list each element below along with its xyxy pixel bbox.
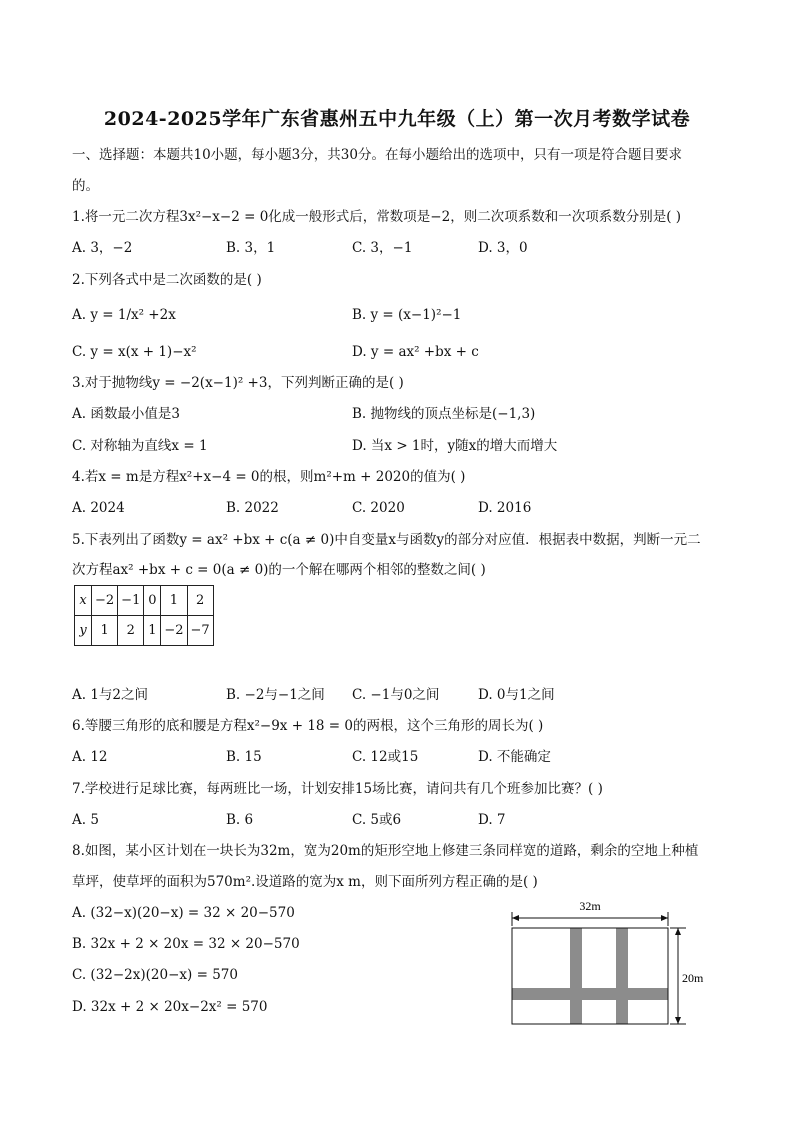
table-cell: 2: [118, 616, 144, 646]
question-4-option-a: A. 2024: [72, 500, 125, 516]
question-6-option-b: B. 15: [226, 749, 262, 765]
table-row-y: [75, 616, 214, 646]
question-7-option-c: C. 5或6: [352, 812, 402, 828]
question-1-stem: 1.将一元二次方程3x²−x−2 = 0化成一般形式后，常数项是−2，则二次项系数和一次项系数分别是( ): [72, 209, 682, 225]
question-2-option-d: D. y = ax² +bx + c: [352, 344, 479, 360]
question-7-stem: 7.学校进行足球比赛，每两班比一场，计划安排15场比赛，请问共有几个班参加比赛？( ): [72, 781, 603, 797]
table-cell: 1: [92, 616, 118, 646]
question-1-option-a: A. 3，−2: [72, 240, 133, 256]
table-cell: 0: [144, 586, 161, 616]
question-5-stem-cont: 次方程ax² +bx + c = 0(a ≠ 0)的一个解在哪两个相邻的整数之间( ): [72, 562, 486, 578]
question-7-option-a: A. 5: [72, 812, 99, 828]
table-cell: 1: [161, 586, 187, 616]
table-cell: 1: [144, 616, 161, 646]
table-cell: x: [75, 586, 92, 616]
table-cell: −1: [118, 586, 144, 616]
vertical-road-1: [570, 928, 582, 1024]
table-cell: y: [75, 616, 92, 646]
width-label: 32m: [579, 899, 601, 913]
question-4-option-d: D. 2016: [478, 500, 532, 516]
question-8-stem-cont: 草坪，使草坪的面积为570m².设道路的宽为x m，则下面所列方程正确的是( ): [72, 874, 538, 890]
page-title: 2024-2025学年广东省惠州五中九年级（上）第一次月考数学试卷: [103, 108, 691, 130]
question-6-option-c: C. 12或15: [352, 749, 419, 765]
question-6-option-d: D. 不能确定: [478, 749, 551, 765]
question-5-option-a: A. 1与2之间: [72, 687, 149, 703]
table-cell: −7: [187, 616, 213, 646]
road-diagram: [502, 896, 722, 1030]
arrow-down-icon: [675, 1017, 681, 1024]
field-rectangle: [512, 928, 668, 1024]
horizontal-road: [512, 988, 668, 1000]
question-5-stem: 5.下表列出了函数y = ax² +bx + c(a ≠ 0)中自变量x与函数y的部分对应值．根据表中数据，判断一元二: [72, 532, 701, 548]
arrow-left-icon: [512, 915, 519, 921]
question-1-option-d: D. 3，0: [478, 240, 528, 256]
question-4-stem: 4.若x = m是方程x²+x−4 = 0的根，则m²+m + 2020的值为( ): [72, 469, 466, 485]
question-7-option-d: D. 7: [478, 812, 506, 828]
question-3-option-c: C. 对称轴为直线x = 1: [72, 438, 208, 454]
table-cell: −2: [92, 586, 118, 616]
question-2-option-a: A. y = 1/x² +2x: [72, 307, 176, 323]
height-label: 20m: [682, 971, 704, 985]
question-8-option-a: A. (32−x)(20−x) = 32 × 20−570: [72, 905, 295, 921]
table-row-x: [75, 586, 214, 616]
question-2-stem: 2.下列各式中是二次函数的是( ): [72, 272, 262, 288]
question-3-option-b: B. 抛物线的顶点坐标是(−1,3): [352, 406, 536, 422]
section-heading-cont: 的。: [72, 178, 99, 194]
question-8-option-d: D. 32x + 2 × 20x−2x² = 570: [72, 999, 268, 1015]
question-3-option-d: D. 当x > 1时，y随x的增大而增大: [352, 438, 558, 454]
vertical-road-2: [616, 928, 628, 1024]
table-cell: 2: [187, 586, 213, 616]
question-8-option-b: B. 32x + 2 × 20x = 32 × 20−570: [72, 936, 300, 952]
arrow-up-icon: [675, 928, 681, 935]
question-3-option-a: A. 函数最小值是3: [72, 406, 180, 422]
question-2-option-b: B. y = (x−1)²−1: [352, 307, 462, 323]
question-5-option-d: D. 0与1之间: [478, 687, 555, 703]
question-1-option-b: B. 3，1: [226, 240, 276, 256]
question-6-stem: 6.等腰三角形的底和腰是方程x²−9x + 18 = 0的两根，这个三角形的周长为( ): [72, 718, 544, 734]
question-2-option-c: C. y = x(x + 1)−x²: [72, 344, 197, 360]
question-6-option-a: A. 12: [72, 749, 108, 765]
question-5-option-b: B. −2与−1之间: [226, 687, 325, 703]
arrow-right-icon: [661, 915, 668, 921]
question-3-stem: 3.对于抛物线y = −2(x−1)² +3，下列判断正确的是( ): [72, 375, 404, 391]
section-heading: 一、选择题：本题共10小题，每小题3分，共30分。在每小题给出的选项中，只有一项是符合题目要求: [72, 147, 682, 163]
question-7-option-b: B. 6: [226, 812, 254, 828]
question-5-option-c: C. −1与0之间: [352, 687, 440, 703]
question-8-option-c: C. (32−2x)(20−x) = 570: [72, 967, 238, 983]
value-table: [74, 585, 214, 646]
question-1-option-c: C. 3，−1: [352, 240, 413, 256]
question-4-option-b: B. 2022: [226, 500, 279, 516]
question-8-stem: 8.如图，某小区计划在一块长为32m，宽为20m的矩形空地上修建三条同样宽的道路，剩余的空地上种植: [72, 843, 699, 859]
table-cell: −2: [161, 616, 187, 646]
question-4-option-c: C. 2020: [352, 500, 405, 516]
